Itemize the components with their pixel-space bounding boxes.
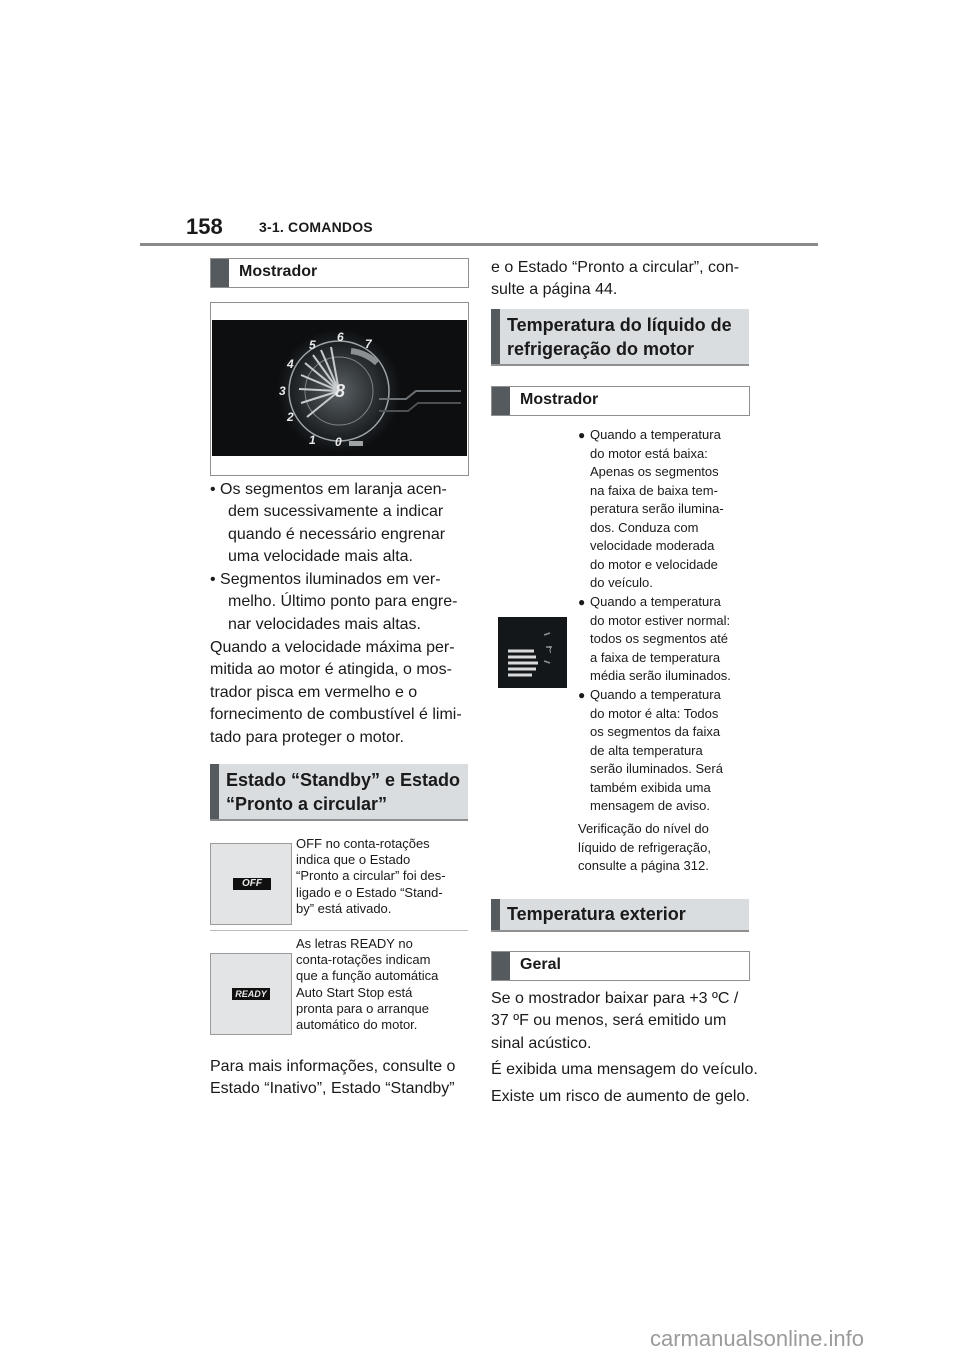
exterior-text (491, 988, 761, 1108)
bullet-line: Apenas os segmentos (590, 464, 719, 479)
bullet-line: mensagem de aviso. (590, 798, 710, 813)
bullet-line: nar velocidades mais altas. (228, 615, 421, 633)
standby-heading (226, 768, 460, 816)
heading-tab (491, 309, 500, 364)
paragraph (210, 637, 472, 749)
para-line: Quando a velocidade máxima per- (210, 639, 455, 656)
gauge-number-4: 4 (287, 357, 294, 371)
exterior-heading: Temperatura exterior (507, 904, 686, 924)
more-info-line: Estado “Inativo”, Estado “Standby” (210, 1080, 455, 1098)
off-line: ligado e o Estado “Stand- (296, 884, 443, 900)
bullet-line: • Segmentos iluminados em ver- (210, 571, 441, 588)
exterior-line: 37 ºF ou menos, será emitido um (491, 1012, 727, 1030)
ready-line: As letras READY no (296, 936, 413, 951)
bullet-line: do veículo. (590, 575, 653, 590)
coolant-sub-heading-box (491, 386, 750, 416)
bullet-item (210, 479, 472, 569)
bullet-line: • Os segmentos em laranja acen- (210, 481, 447, 498)
bullet-line: média serão iluminados. (590, 668, 731, 683)
para-line: trador pisca em vermelho e o (210, 683, 418, 701)
coolant-heading (507, 313, 732, 361)
more-info-text (210, 1056, 472, 1101)
bullet-list (210, 479, 472, 749)
bullet-line: quando é necessário engrenar (228, 525, 446, 543)
bullet-line: também exibida uma (590, 779, 711, 795)
bullet-line: de alta temperatura (590, 742, 703, 758)
bullet-line: dem sucessivamente a indicar (228, 503, 444, 521)
para-line: tado para proteger o motor. (210, 728, 404, 746)
standby-heading-box (210, 764, 468, 821)
bullet-line: os segmentos da faixa (590, 724, 721, 739)
gauge-number-6: 6 (337, 330, 344, 344)
gauge-number-2: 2 (287, 410, 294, 424)
bullet-line: Quando a temperatura (590, 594, 721, 609)
gauge-number-1: 1 (309, 433, 316, 447)
bullet-line: Quando a temperatura (590, 427, 721, 442)
off-line: by” está ativado. (296, 900, 392, 916)
gauge-number-7: 7 (365, 337, 372, 351)
note-line: líquido de refrigeração, (578, 839, 711, 855)
bullet-dot-icon: ● (578, 688, 586, 702)
bullet-line: melho. Último ponto para engre- (228, 593, 458, 611)
ready-description (296, 936, 471, 1033)
watermark: carmanualsonline.info (649, 1326, 864, 1351)
exterior-line: sinal acústico. (491, 1034, 592, 1052)
para-line: mitida ao motor é atingida, o mos- (210, 661, 452, 679)
bullet-line: serão iluminados. Será (590, 761, 723, 776)
tachometer-image-frame (210, 302, 469, 476)
ready-line: conta-rotações indicam (296, 952, 431, 968)
row-divider (210, 930, 468, 931)
coolant-gauge-svg (498, 617, 567, 688)
ready-line: Auto Start Stop está (296, 984, 413, 1000)
off-line: indica que o Estado (296, 852, 411, 868)
bullet-line: do motor está baixa: (590, 445, 708, 461)
bullet-line: do motor é alta: Todos (590, 705, 719, 721)
heading-tab (492, 952, 510, 980)
bullet-line: uma velocidade mais alta. (228, 548, 413, 566)
continued-line: e o Estado “Pronto a circular”, con- (491, 259, 740, 276)
continued-text (491, 257, 753, 302)
coolant-heading-line: refrigeração do motor (507, 339, 695, 359)
bullet-line: a faixa de temperatura (590, 649, 721, 665)
gauge-number-0: 0 (335, 435, 342, 449)
off-description (296, 836, 471, 917)
ready-badge: READY (232, 988, 270, 1000)
ready-indicator-image (210, 953, 292, 1035)
coolant-note (578, 820, 753, 876)
exterior-sub-heading-box (491, 951, 750, 981)
note-line: consulte a página 312. (578, 858, 709, 873)
bullet-line: do motor estiver normal: (590, 612, 731, 628)
exterior-paragraph: É exibida uma mensagem do veículo. (491, 1061, 758, 1079)
section-label: 3-1. COMANDOS (259, 219, 373, 235)
exterior-sub-heading: Geral (520, 956, 561, 973)
bullet-line: todos os segmentos até (590, 631, 729, 646)
heading-tab (492, 387, 510, 415)
standby-heading-line: Estado “Standby” e Estado (226, 770, 461, 790)
heading-tab (211, 259, 229, 287)
more-info-line: Para mais informações, consulte o (210, 1058, 456, 1075)
off-indicator-image (210, 843, 292, 925)
coolant-sub-heading: Mostrador (520, 391, 599, 408)
heading-tab (210, 764, 219, 819)
header-rule (140, 243, 818, 246)
coolant-heading-line: Temperatura do líquido de (507, 315, 732, 335)
exterior-line: Se o mostrador baixar para +3 ºC / (491, 990, 739, 1007)
display-heading-box (210, 258, 469, 288)
display-heading: Mostrador (239, 263, 318, 280)
coolant-gauge-image (498, 617, 567, 688)
para-line: fornecimento de combustível é limi- (210, 706, 462, 724)
bullet-line: dos. Conduza com (590, 519, 699, 535)
bullet-dot-icon: ● (578, 428, 586, 442)
ready-line: automático do motor. (296, 1017, 418, 1033)
continued-line: sulte a página 44. (491, 281, 618, 299)
note-line: Verificação do nível do (578, 821, 709, 836)
bullet-line: peratura serão ilumina- (590, 501, 724, 516)
bullet-item (210, 569, 472, 637)
bullet-dot-icon: ● (578, 595, 586, 609)
bullet-line: Quando a temperatura (590, 687, 721, 702)
page-number: 158 (186, 214, 223, 239)
bullet-line: velocidade moderada (590, 538, 715, 553)
exterior-paragraph: Existe um risco de aumento de gelo. (491, 1087, 750, 1105)
off-line: OFF no conta-rotações (296, 836, 430, 851)
gauge-center-value: 8 (335, 381, 346, 401)
exterior-heading-box (491, 899, 749, 932)
coolant-heading-box (491, 309, 749, 366)
gauge-number-3: 3 (279, 384, 286, 398)
off-badge: OFF (233, 878, 271, 890)
ready-line: que a função automática (296, 968, 439, 984)
svg-text:⌇: ⌇ (548, 645, 553, 655)
bullet-line: na faixa de baixa tem- (590, 482, 718, 498)
bullet-line: do motor e velocidade (590, 556, 718, 572)
ready-line: pronta para o arranque (296, 1000, 429, 1016)
heading-tab (491, 899, 500, 930)
off-line: “Pronto a circular” foi des- (296, 868, 446, 884)
standby-heading-line: “Pronto a circular” (226, 794, 388, 814)
gauge-number-5: 5 (309, 338, 316, 352)
tachometer-image (211, 303, 468, 475)
